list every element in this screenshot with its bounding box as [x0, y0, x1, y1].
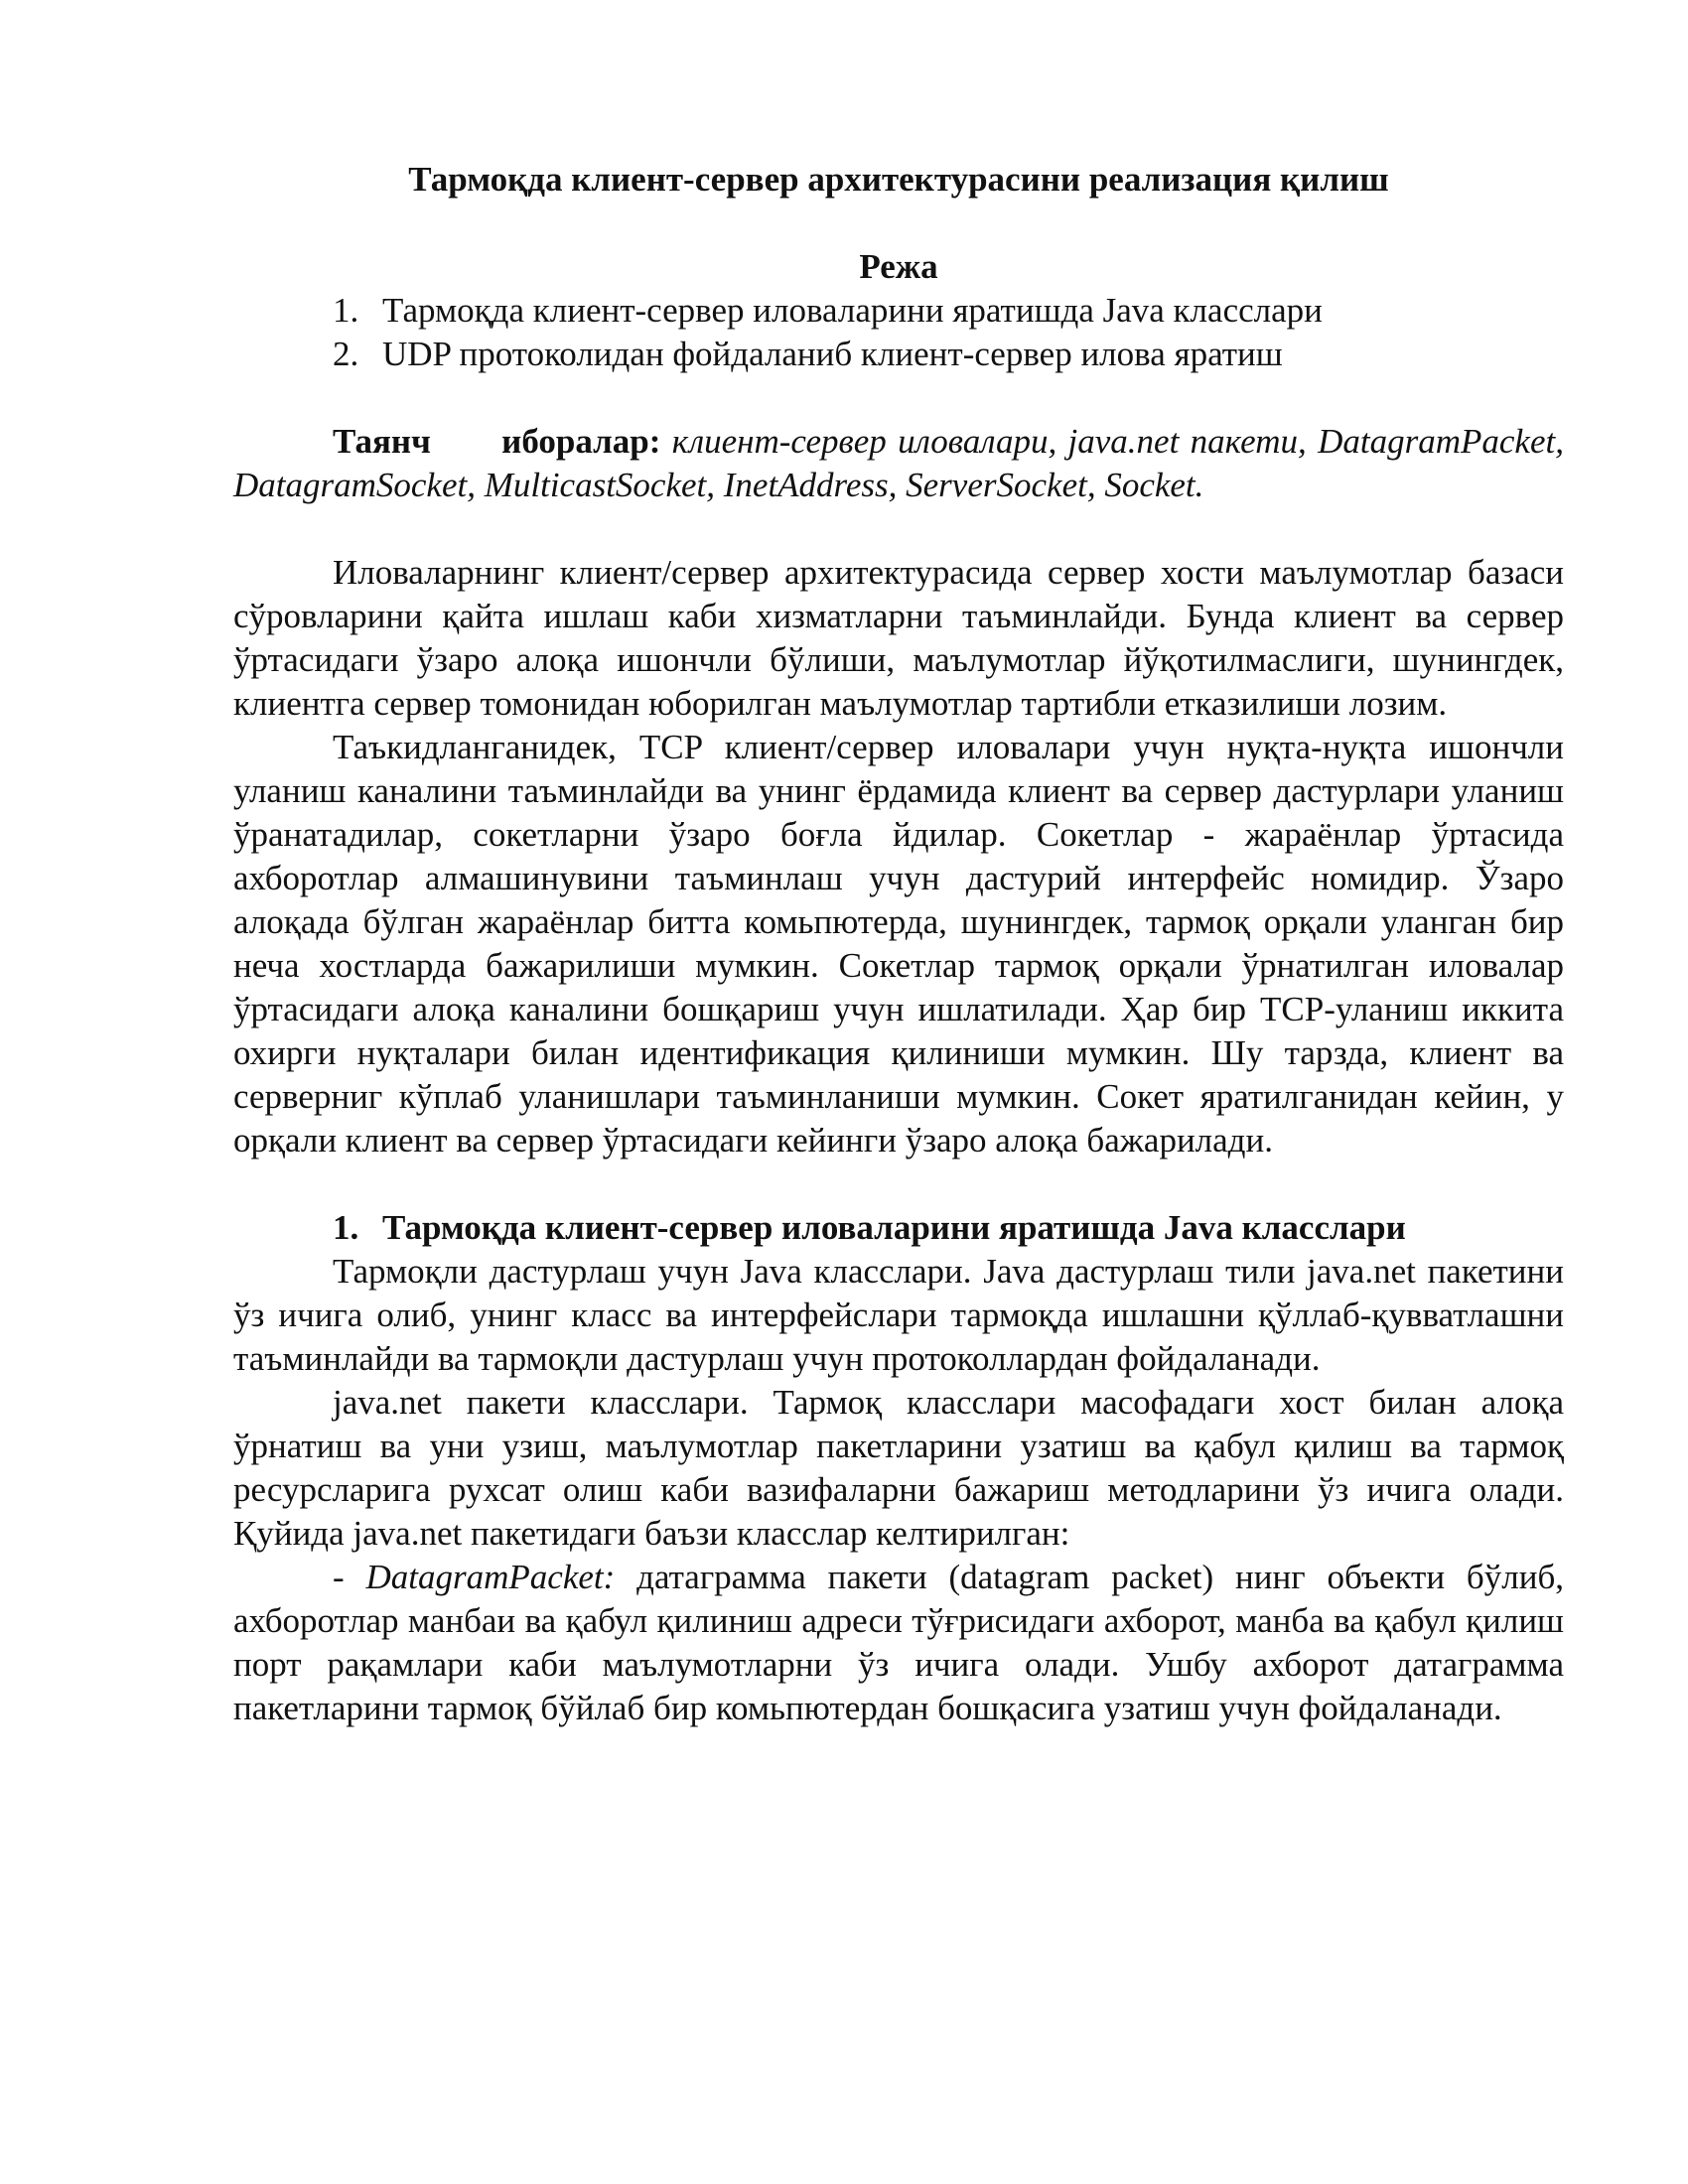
document-title: Тармоқда клиент-сервер архитектурасини реализация қилиш [408, 160, 1389, 199]
plan-item [333, 333, 1564, 376]
plan-heading: Режа [859, 247, 938, 286]
section-paragraph-1: Тармоқли дастурлаш учун Java класслари. Java дастурлаш тили java.net пакетини ўз ичига олиб, унинг класс ва интерфейслари тармоқда ишлашни қўллаб-қувватлашни таъминлайди ва тармоқли дастурлаш учун протоколлардан фойдаланади. [233, 1252, 1564, 1378]
datagram-packet-paragraph [233, 1556, 1564, 1730]
plan-item-number: 1. [333, 291, 359, 330]
section-number: 1. [333, 1208, 359, 1247]
plan-item-number: 2. [333, 335, 359, 373]
datagram-packet-term: DatagramPacket: [365, 1558, 616, 1596]
list-dash: - [333, 1558, 366, 1596]
plan-item-text: Тармоқда клиент-сервер иловаларини яратишда Java класслари [382, 291, 1323, 330]
section-title: Тармоқда клиент-сервер иловаларини яратишда Java класслари [382, 1208, 1406, 1247]
section-heading [233, 1206, 1564, 1250]
keywords-label: Таянч иборалар: [333, 422, 661, 461]
keywords-text: клиент-сервер иловалари, java.net пакети, DatagramPacket, DatagramSocket, MulticastSocket, InetAddress, ServerSocket, Socket. [233, 422, 1564, 504]
section-paragraph-2: java.net пакети класслари. Тармоқ класслари масофадаги хост билан алоқа ўрнатиш ва уни узиш, маълумотлар пакетларини узатиш ва қабул қилиш ва тармоқ ресурсларига рухсат олиш каби вазифаларни бажариш методларини ўз ичига олади. Қуйида java.net пакетидаги баъзи класслар келтирилган: [233, 1383, 1564, 1553]
datagram-packet-text: датаграмма пакети (datagram packet) нинг объекти бўлиб, ахборотлар манбаи ва қабул қилиниш адреси тўғрисидаги ахборот, манба ва қабул қилиш порт рақамлари каби маълумотларни ўз ичига олади. Ушбу ахборот датаграмма пакетларини тармоқ бўйлаб бир комьпютердан бошқасига узатиш учун фойдаланади. [233, 1558, 1564, 1727]
intro-paragraph-2: Таъкидланганидек, TCP клиент/сервер иловалари учун нуқта-нуқта ишончли уланиш каналини таъминлайди ва унинг ёрдамида клиент ва сервер дастурлари уланиш ўранатадилар, сокетларни ўзаро боғла йдилар. Сокетлар - жараёнлар ўртасида ахборотлар алмашинувини таъминлаш учун дастурий интерфейс номидир. Ўзаро алоқада бўлган жараёнлар битта комьпютерда, шунингдек, тармоқ орқали уланган бир неча хостларда бажарилиши мумкин. Сокетлар тармоқ орқали ўрнатилган иловалар ўртасидаги алоқа каналини бошқариш учун ишлатилади. Ҳар бир TCP-уланиш иккита охирги нуқталари билан идентификация қилиниши мумкин. Шу тарзда, клиент ва серверниг кўплаб уланишлари таъминланиши мумкин. Сокет яратилганидан кейин, у орқали клиент ва сервер ўртасидаги кейинги ўзаро алоқа бажарилади. [233, 728, 1564, 1160]
plan-item [333, 289, 1564, 333]
plan-list [233, 289, 1564, 376]
intro-paragraph-1: Иловаларнинг клиент/сервер архитектурасида сервер хости маълумотлар базаси сўровларини қайта ишлаш каби хизматларни таъминлайди. Бунда клиент ва сервер ўртасидаги ўзаро алоқа ишончли бўлиши, маълумотлар йўқотилмаслиги, шунингдек, клиентга сервер томонидан юборилган маълумотлар тартибли етказилиши лозим. [233, 553, 1564, 723]
document-page [233, 144, 1564, 1730]
keywords-paragraph [233, 420, 1564, 507]
plan-item-text: UDP протоколидан фойдаланиб клиент-сервер илова яратиш [382, 335, 1283, 373]
